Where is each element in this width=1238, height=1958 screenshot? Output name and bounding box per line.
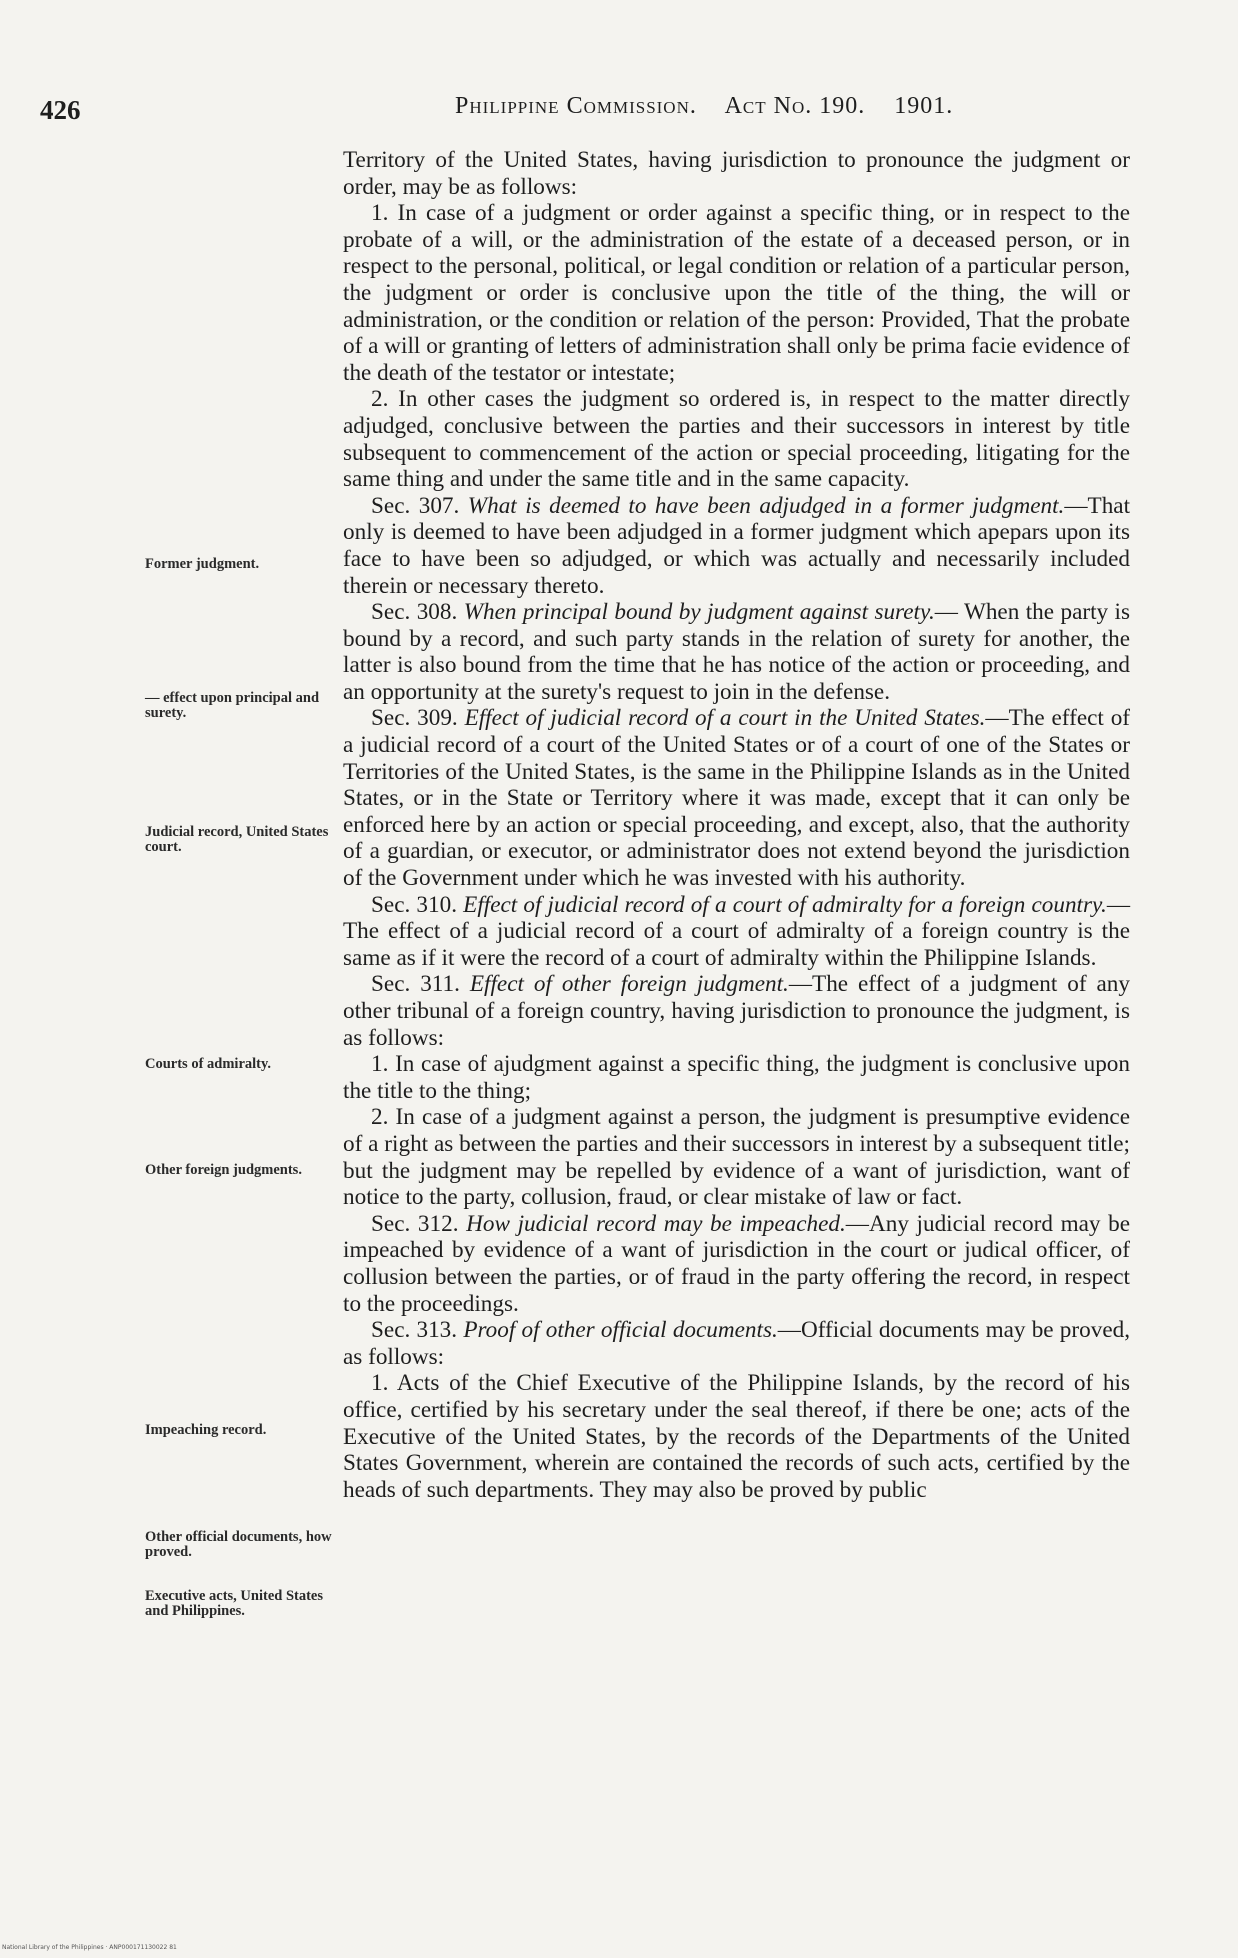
paragraph: 1. Acts of the Chief Executive of the Philippine Islands, by the record of his office, certified by his secretary under the seal thereof, if there be one; acts of the Executive of the United States, by the records of the Departments of the United States Government, wherein are contained the records of such acts, certified by the heads of such departments. They may also be proved by public <box>343 1370 1130 1503</box>
section-number: Sec. 307. <box>371 492 460 519</box>
margin-note-executive-acts: Executive acts, United States and Philippines. <box>145 1588 324 1619</box>
margin-note-judicial-record: Judicial record, United States court. <box>145 824 329 855</box>
paragraph: 1. In case of ajudgment against a specific thing, the judgment is conclusive upon the title to the thing; <box>343 1051 1130 1104</box>
section-text: —Official documents may be proved, as follows: <box>343 1317 1130 1370</box>
section-308 <box>343 599 1130 705</box>
section-heading: Effect of other foreign judgment. <box>469 971 789 998</box>
section-heading: Effect of judicial record of a court of admiralty for a foreign country. <box>463 891 1107 918</box>
section-312 <box>343 1211 1130 1317</box>
section-text: —That only is deemed to have been adjudged in a former judgment which apepars upon its face to have been so adjudged, or which was actually and necessarily included therein or necessary thereto. <box>343 492 1131 599</box>
section-heading: How judicial record may be impeached. <box>466 1210 846 1237</box>
section-number: Sec. 308. <box>371 599 458 626</box>
section-text: —Any judicial record may be impeached by evidence of a want of jurisdiction in the court or judical officer, of collusion between the parties, or of fraud in the party offering the record, in respect to the proceedings. <box>343 1210 1131 1317</box>
section-heading: When principal bound by judgment against surety. <box>463 599 935 626</box>
page-number: 426 <box>40 95 81 125</box>
body-text <box>343 147 1130 1503</box>
margin-note-former-judgment: Former judgment. <box>145 556 260 572</box>
paragraph: Territory of the United States, having jurisdiction to pronounce the judgment or order, may be as follows: <box>343 147 1130 200</box>
section-text: —The effect of a judgment of any other tribunal of a foreign country, having jurisdiction to pronounce the judgment, is as follows: <box>343 971 1130 1051</box>
section-310 <box>343 892 1130 972</box>
paragraph: 2. In other cases the judgment so ordered is, in respect to the matter directly adjudged, conclusive between the parties and their successors in interest by title subsequent to commencement of the action or special proceeding, litigating for the same thing and under the same title and in the same capacity. <box>343 386 1130 493</box>
section-number: Sec. 313. <box>371 1317 458 1344</box>
section-text: — When the party is bound by a record, and such party stands in the relation of surety for another, the latter is also bound from the time that he has notice of the action or proceeding, and an opportunity at the surety's request to join in the defense. <box>343 599 1130 705</box>
paragraph: 2. In case of a judgment against a person, the judgment is presumptive evidence of a right as between the parties and their successors in interest by a subsequent title; but the judgment may be repelled by evidence of a want of jurisdiction, want of notice to the party, collusion, fraud, or clear mistake of law or fact. <box>343 1104 1130 1211</box>
section-number: Sec. 311. <box>371 971 460 998</box>
section-number: Sec. 309. <box>371 705 458 732</box>
margin-note-foreign-judgments: Other foreign judgments. <box>145 1162 302 1178</box>
section-heading: What is deemed to have been adjudged in a former judgment. <box>467 492 1065 519</box>
margin-note-courts-admiralty: Courts of admiralty. <box>145 1056 272 1072</box>
running-head <box>455 93 975 120</box>
section-heading: Proof of other official documents. <box>463 1317 778 1344</box>
section-313 <box>343 1317 1130 1370</box>
running-head-year: 1901. <box>894 93 954 119</box>
section-309 <box>343 705 1130 891</box>
section-number: Sec. 310. <box>371 891 457 918</box>
running-head-act: Act No. 190. <box>724 93 866 119</box>
section-307 <box>343 493 1130 599</box>
footer-credit: National Library of the Philippines · ANP000171130022 81 <box>2 1944 177 1951</box>
section-311 <box>343 971 1130 1051</box>
margin-note-principal-surety: — effect upon principal and surety. <box>145 690 320 721</box>
section-heading: Effect of judicial record of a court in the United States. <box>464 705 986 732</box>
section-text: —The effect of a judicial record of a court of the United States or of a court of one of the States or Territories of the United States, is the same in the Philippine Islands as in the United States, or in the State or Territory where it was made, except that it can only be enforced here by an action or special proceeding, and except, also, that the authority of a guardian, or executor, or administrator does not extend beyond the jurisdiction of the Government under which he was invested with his authority. <box>343 705 1131 892</box>
margin-note-impeaching-record: Impeaching record. <box>145 1422 267 1438</box>
section-text: —The effect of a judicial record of a court of admiralty of a foreign country is the same as if it were the record of a court of admiralty within the Philippine Islands. <box>343 891 1131 971</box>
paragraph: 1. In case of a judgment or order against a specific thing, or in respect to the probate of a will, or the administration of the estate of a deceased person, or in respect to the personal, political, or legal condition or relation of a particular person, the judgment or order is conclusive upon the title of the thing, the will or administration, or the condition or relation of the person: Provided, That the probate of a will or granting of letters of administration shall only be prima facie evidence of the death of the testator or intestate; <box>343 200 1130 386</box>
running-head-publication: Philippine Commission. <box>455 93 697 119</box>
section-number: Sec. 312. <box>371 1210 459 1237</box>
margin-note-official-documents: Other official documents, how proved. <box>145 1529 332 1560</box>
